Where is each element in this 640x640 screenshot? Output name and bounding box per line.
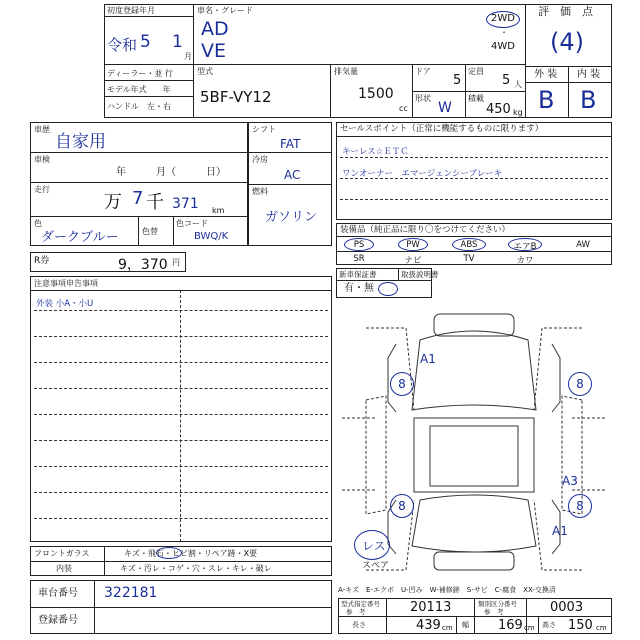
sales-line-1: キーレス☆ＥＴＣ xyxy=(342,147,409,157)
mileage-man: 万 xyxy=(104,192,122,213)
equipment-title: 装備品（純正品に限り〇をつけてください） xyxy=(340,225,511,235)
model-designation-value: 20113 xyxy=(410,600,452,615)
door-label: ドア xyxy=(415,67,431,76)
first-reg-month: 1 xyxy=(172,32,183,52)
divider xyxy=(104,546,105,576)
divider xyxy=(30,152,248,153)
ac-label: 冷房 xyxy=(252,155,268,164)
first-reg-label: 初度登録年月 xyxy=(107,6,155,15)
divider xyxy=(248,184,332,185)
car-grade: VE xyxy=(201,40,227,62)
divider xyxy=(104,16,193,17)
notes-title: 注意事項申告事項 xyxy=(34,279,98,288)
length-label: 長さ xyxy=(352,621,366,629)
displacement-value: 1500 xyxy=(358,86,394,102)
shift-value: FAT xyxy=(280,137,301,151)
cc-unit: cc xyxy=(399,104,408,113)
divider xyxy=(104,80,193,81)
divider xyxy=(94,580,95,634)
equip-circle xyxy=(344,238,374,251)
class-label: 類別区分番号 xyxy=(478,600,517,608)
reg-label: 登録番号 xyxy=(38,615,78,626)
divider xyxy=(30,290,332,291)
class-value: 0003 xyxy=(550,600,584,615)
divider xyxy=(336,236,612,237)
manual-label: 取扱説明書 xyxy=(401,270,439,279)
rule-line xyxy=(340,199,608,200)
usage-value: 自家用 xyxy=(55,132,106,152)
glass-label: フロントガラス xyxy=(34,549,90,558)
color-value: ダークブルー xyxy=(41,230,119,245)
damage-legend: A-キズ E-エクボ U-凹み W-補修跡 S-サビ C-腐食 XX-交換済 xyxy=(338,586,556,594)
fuel-value: ガソリン xyxy=(265,210,318,225)
divider xyxy=(336,136,612,137)
equip-circle xyxy=(452,238,486,251)
equip-navi: ナビ xyxy=(404,256,422,266)
color-label: 色 xyxy=(34,219,42,228)
inspection-text: 年 月（ 日） xyxy=(116,167,226,178)
capacity-unit: 人 xyxy=(514,80,522,89)
rule-line xyxy=(34,440,328,441)
divider xyxy=(386,598,387,634)
recycle-value: 9，370 xyxy=(118,257,168,273)
chassis-label: 車台番号 xyxy=(38,588,78,599)
equip-circle xyxy=(508,238,542,251)
divider xyxy=(30,561,332,562)
model-designation-label: 型式指定番号 xyxy=(341,600,380,608)
color-swap-label: 色替 xyxy=(142,227,158,236)
divider xyxy=(474,598,475,634)
type-value: 5BF-VY12 xyxy=(200,88,272,106)
spare-label: スペア xyxy=(362,561,390,571)
divider xyxy=(193,4,194,118)
load-value: 450 xyxy=(486,102,511,117)
glass-value: キズ・飛石・ヒビ割・リペア跡・X要 xyxy=(124,549,258,558)
car-name: AD xyxy=(201,18,229,40)
rule-line xyxy=(34,388,328,389)
car-name-label: 車名・グレード xyxy=(197,6,253,15)
chassis-value: 322181 xyxy=(104,585,158,601)
divider xyxy=(338,616,612,617)
divider xyxy=(336,280,432,281)
inspection-label: 車検 xyxy=(34,155,50,164)
divider xyxy=(30,182,248,183)
shape-value: W xyxy=(438,100,452,116)
rule-line xyxy=(34,518,328,519)
ac-value: AC xyxy=(284,168,301,182)
divider xyxy=(138,216,139,246)
rule-line xyxy=(34,466,328,467)
warranty-circle xyxy=(378,282,398,296)
divider xyxy=(248,152,332,153)
width-value: 169 xyxy=(498,618,523,633)
drive-dot: ・ xyxy=(500,28,508,37)
equip-sr: SR xyxy=(353,254,365,264)
divider xyxy=(412,91,525,92)
load-label: 積載 xyxy=(468,94,484,103)
recycle-unit: 円 xyxy=(172,258,180,267)
divider xyxy=(30,216,248,217)
sales-line-2: ワンオーナー エマージェンシーブレーキ xyxy=(342,169,503,179)
color-code-label: 色コード xyxy=(176,219,208,228)
exterior-grade: B xyxy=(538,86,555,114)
displacement-label: 排気量 xyxy=(334,67,358,76)
warranty-value: 有・無 xyxy=(344,283,374,294)
drive-2wd: 2WD xyxy=(491,13,515,24)
rating-value: (4) xyxy=(550,28,584,56)
damage-mark-a1-front: A1 xyxy=(420,352,436,366)
divider xyxy=(330,64,331,118)
rule-line xyxy=(340,157,608,158)
rule-line xyxy=(34,414,328,415)
equip-ps: PS xyxy=(353,240,365,250)
divider xyxy=(456,616,457,634)
rule-line xyxy=(34,362,328,363)
damage-mark-a1-rear: A1 xyxy=(552,524,568,538)
capacity-value: 5 xyxy=(502,73,511,88)
door-value: 5 xyxy=(453,73,462,88)
ref2-label: 参 考 xyxy=(484,608,504,616)
tire-depth-front-right: 8 xyxy=(568,372,592,396)
dealer-label: ディーラー・並 行 xyxy=(107,69,173,78)
length-value: 439 xyxy=(416,618,441,633)
interior-cond-label: 内装 xyxy=(56,564,72,573)
equip-abs: ABS xyxy=(460,240,478,250)
tire-depth-rear-right: 8 xyxy=(568,494,592,518)
glass-circle xyxy=(156,547,182,559)
usage-label: 車歴 xyxy=(34,125,50,134)
warranty-label: 新車保証書 xyxy=(339,270,377,279)
tire-depth-front-left: 8 xyxy=(390,372,414,396)
mileage-seven: 7 xyxy=(132,188,144,209)
equip-airbag: エアB xyxy=(513,242,537,252)
month-unit: 月 xyxy=(184,52,192,61)
height-label: 高さ xyxy=(542,621,556,629)
equip-tv: TV xyxy=(463,254,475,264)
divider xyxy=(104,96,193,97)
color-code: BWQ/K xyxy=(194,231,229,242)
ref1-label: 参 考 xyxy=(346,608,366,616)
rule-line xyxy=(34,310,328,311)
exterior-label: 外 装 xyxy=(534,69,558,80)
rating-label: 評 価 点 xyxy=(538,5,593,18)
rule-line xyxy=(34,336,328,337)
spare-resu: レス xyxy=(362,539,386,553)
drive-4wd: 4WD xyxy=(491,41,515,52)
equip-aw: AW xyxy=(576,240,590,250)
rule-line xyxy=(34,492,328,493)
mileage-rest: 371 xyxy=(172,196,199,212)
mileage-sen: 千 xyxy=(146,192,164,213)
era: 令和 xyxy=(107,36,138,54)
notes-line-1: 外装 小A・小U xyxy=(36,299,94,309)
sales-point-title: セールスポイント（正常に機能するものに限ります） xyxy=(340,124,544,134)
notes-section xyxy=(30,276,332,542)
tire-depth-rear-left: 8 xyxy=(390,494,414,518)
column-rule xyxy=(180,290,181,542)
equip-circle xyxy=(398,238,428,251)
type-label: 型式 xyxy=(197,67,213,76)
equip-pw: PW xyxy=(406,240,420,250)
fuel-label: 燃料 xyxy=(252,187,268,196)
km-unit: km xyxy=(212,206,225,215)
width-label: 幅 xyxy=(462,621,469,629)
divider xyxy=(173,216,174,246)
first-reg-year: 5 xyxy=(140,32,151,52)
length-unit: cm xyxy=(442,624,453,632)
divider xyxy=(104,64,525,65)
divider xyxy=(525,4,526,118)
width-unit: cm xyxy=(524,624,535,632)
divider xyxy=(30,607,332,608)
interior-cond-value: キズ・汚レ・コゲ・穴・スレ・キレ・破レ xyxy=(120,564,272,573)
divider xyxy=(398,268,399,280)
interior-grade: B xyxy=(580,86,597,114)
capacity-label: 定員 xyxy=(468,67,484,76)
handle-label: ハンドル 左・右 xyxy=(107,102,171,111)
divider xyxy=(568,66,569,118)
damage-mark-a3: A3 xyxy=(562,474,578,488)
mileage-label: 走行 xyxy=(34,185,50,194)
height-value: 150 xyxy=(568,618,593,633)
model-year-label: モデル年式 年 xyxy=(107,85,171,94)
divider xyxy=(336,251,612,252)
load-unit: kg xyxy=(513,108,523,117)
recycle-label: R券 xyxy=(34,256,50,266)
shape-label: 形状 xyxy=(415,94,431,103)
shift-label: シフト xyxy=(252,125,276,134)
interior-label: 内 装 xyxy=(577,69,601,80)
divider xyxy=(538,616,539,634)
equip-leather: カワ xyxy=(516,256,534,266)
height-unit: cm xyxy=(596,624,607,632)
